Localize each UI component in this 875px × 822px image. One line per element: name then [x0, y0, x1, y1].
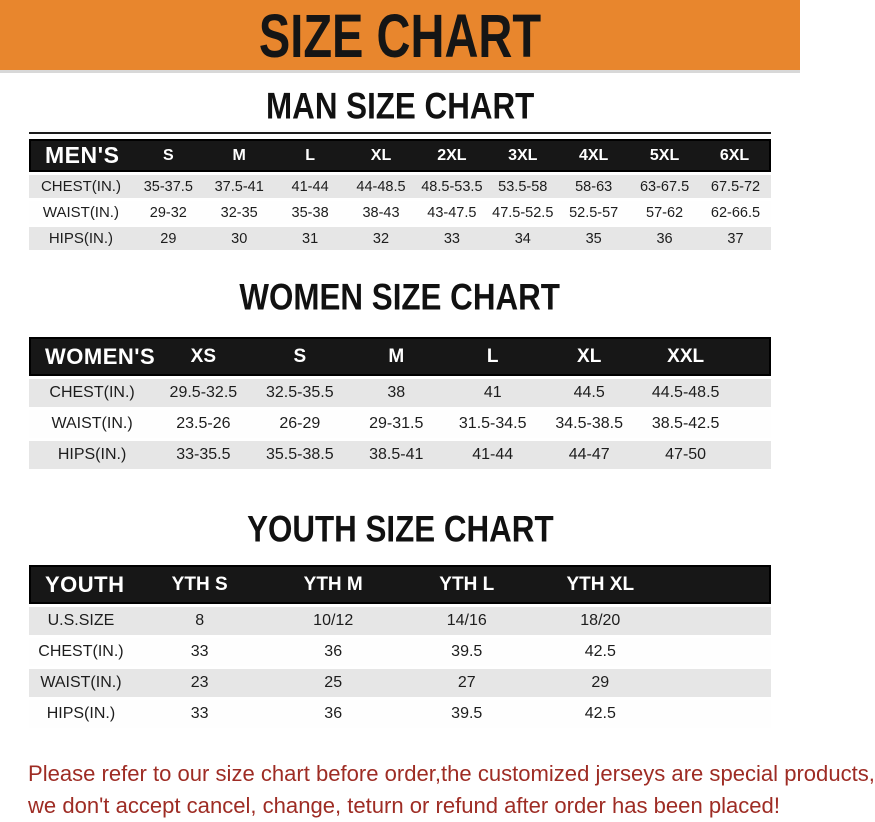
table-row	[29, 227, 771, 250]
size-value-cell: 38-43	[346, 201, 417, 224]
table-row	[29, 410, 771, 438]
column-header: S	[252, 337, 348, 376]
size-value-cell: 67.5-72	[700, 175, 771, 198]
spacer-cell	[667, 669, 771, 697]
table-title-cell: MEN'S	[29, 139, 133, 172]
spacer-cell	[734, 410, 771, 438]
column-header: L	[444, 337, 540, 376]
size-value-cell: 36	[266, 700, 400, 728]
size-value-cell: 53.5-58	[487, 175, 558, 198]
spacer-cell	[667, 607, 771, 635]
size-value-cell: 34.5-38.5	[541, 410, 637, 438]
table-row	[29, 669, 771, 697]
size-value-cell: 33-35.5	[155, 441, 251, 469]
size-value-cell: 44.5-48.5	[637, 379, 733, 407]
size-value-cell: 31.5-34.5	[444, 410, 540, 438]
size-value-cell: 8	[133, 607, 267, 635]
column-header: 6XL	[700, 139, 771, 172]
table-header-bar	[29, 565, 771, 604]
column-header: 4XL	[558, 139, 629, 172]
size-value-cell: 44-48.5	[346, 175, 417, 198]
youth-section-heading: YOUTH SIZE CHART	[246, 507, 554, 550]
size-value-cell: 23	[133, 669, 267, 697]
size-value-cell: 34	[487, 227, 558, 250]
men-size-table-wrap	[29, 132, 771, 253]
women-section-heading: WOMEN SIZE CHART	[239, 275, 561, 318]
size-value-cell: 18/20	[534, 607, 668, 635]
table-row	[29, 379, 771, 407]
column-header: 5XL	[629, 139, 700, 172]
column-header: XS	[155, 337, 251, 376]
size-chart-banner	[0, 0, 800, 73]
size-value-cell: 29	[534, 669, 668, 697]
row-label: WAIST(IN.)	[29, 410, 155, 438]
size-value-cell: 14/16	[400, 607, 534, 635]
women-size-table-wrap	[29, 334, 771, 472]
size-value-cell: 31	[275, 227, 346, 250]
size-value-cell: 36	[266, 638, 400, 666]
disclaimer-line-2: we don't accept cancel, change, teturn or refund after order has been placed!	[28, 792, 780, 818]
size-value-cell: 23.5-26	[155, 410, 251, 438]
table-header-bar	[29, 139, 771, 172]
column-header: YTH XL	[534, 565, 668, 604]
table-row	[29, 700, 771, 728]
spacer-cell	[734, 441, 771, 469]
size-value-cell: 35.5-38.5	[252, 441, 348, 469]
size-value-cell: 38.5-41	[348, 441, 444, 469]
size-value-cell: 57-62	[629, 201, 700, 224]
spacer-cell	[667, 638, 771, 666]
size-value-cell: 44.5	[541, 379, 637, 407]
row-label: WAIST(IN.)	[29, 669, 133, 697]
size-value-cell: 43-47.5	[416, 201, 487, 224]
table-row	[29, 607, 771, 635]
column-header: S	[133, 139, 204, 172]
table-header-bar	[29, 337, 771, 376]
size-value-cell: 39.5	[400, 700, 534, 728]
size-value-cell: 44-47	[541, 441, 637, 469]
size-value-cell: 35-38	[275, 201, 346, 224]
youth-size-table	[29, 562, 771, 731]
size-value-cell: 39.5	[400, 638, 534, 666]
row-label: HIPS(IN.)	[29, 700, 133, 728]
size-value-cell: 25	[266, 669, 400, 697]
size-value-cell: 36	[629, 227, 700, 250]
size-value-cell: 29-32	[133, 201, 204, 224]
column-header: XL	[541, 337, 637, 376]
size-value-cell: 63-67.5	[629, 175, 700, 198]
size-value-cell: 29	[133, 227, 204, 250]
youth-size-table-wrap	[29, 562, 771, 731]
spacer-cell	[734, 379, 771, 407]
size-value-cell: 41-44	[275, 175, 346, 198]
row-label: CHEST(IN.)	[29, 379, 155, 407]
column-header: YTH L	[400, 565, 534, 604]
size-value-cell: 33	[133, 700, 267, 728]
size-value-cell: 10/12	[266, 607, 400, 635]
column-header: 2XL	[416, 139, 487, 172]
table-row	[29, 638, 771, 666]
size-value-cell: 33	[416, 227, 487, 250]
size-value-cell: 32	[346, 227, 417, 250]
size-value-cell: 52.5-57	[558, 201, 629, 224]
size-value-cell: 58-63	[558, 175, 629, 198]
column-header: L	[275, 139, 346, 172]
size-value-cell: 29-31.5	[348, 410, 444, 438]
column-header: 3XL	[487, 139, 558, 172]
spacer-cell	[667, 565, 771, 604]
table-row	[29, 175, 771, 198]
column-header: XL	[346, 139, 417, 172]
column-header: M	[204, 139, 275, 172]
size-value-cell: 33	[133, 638, 267, 666]
table-title-cell: WOMEN'S	[29, 337, 155, 376]
spacer-cell	[667, 700, 771, 728]
size-value-cell: 27	[400, 669, 534, 697]
disclaimer-line-1: Please refer to our size chart before order,the customized jerseys are special products,	[28, 761, 875, 786]
row-label: U.S.SIZE	[29, 607, 133, 635]
men-size-table	[29, 136, 771, 253]
banner-title: SIZE CHART	[258, 0, 542, 70]
size-value-cell: 32.5-35.5	[252, 379, 348, 407]
table-row	[29, 201, 771, 224]
column-header: M	[348, 337, 444, 376]
size-value-cell: 47.5-52.5	[487, 201, 558, 224]
column-header: YTH S	[133, 565, 267, 604]
disclaimer-text	[28, 758, 875, 822]
size-value-cell: 42.5	[534, 700, 668, 728]
size-value-cell: 48.5-53.5	[416, 175, 487, 198]
row-label: CHEST(IN.)	[29, 638, 133, 666]
size-value-cell: 41-44	[444, 441, 540, 469]
size-value-cell: 38.5-42.5	[637, 410, 733, 438]
row-label: HIPS(IN.)	[29, 441, 155, 469]
size-value-cell: 26-29	[252, 410, 348, 438]
size-value-cell: 37	[700, 227, 771, 250]
row-label: WAIST(IN.)	[29, 201, 133, 224]
size-value-cell: 29.5-32.5	[155, 379, 251, 407]
size-value-cell: 62-66.5	[700, 201, 771, 224]
table-row	[29, 441, 771, 469]
row-label: HIPS(IN.)	[29, 227, 133, 250]
size-value-cell: 47-50	[637, 441, 733, 469]
spacer-cell	[734, 337, 771, 376]
size-value-cell: 30	[204, 227, 275, 250]
size-value-cell: 35	[558, 227, 629, 250]
table-title-cell: YOUTH	[29, 565, 133, 604]
column-header: XXL	[637, 337, 733, 376]
size-value-cell: 37.5-41	[204, 175, 275, 198]
size-value-cell: 41	[444, 379, 540, 407]
row-label: CHEST(IN.)	[29, 175, 133, 198]
women-size-table	[29, 334, 771, 472]
column-header: YTH M	[266, 565, 400, 604]
size-value-cell: 42.5	[534, 638, 668, 666]
size-value-cell: 32-35	[204, 201, 275, 224]
man-section-heading: MAN SIZE CHART	[265, 84, 535, 127]
size-value-cell: 35-37.5	[133, 175, 204, 198]
size-value-cell: 38	[348, 379, 444, 407]
